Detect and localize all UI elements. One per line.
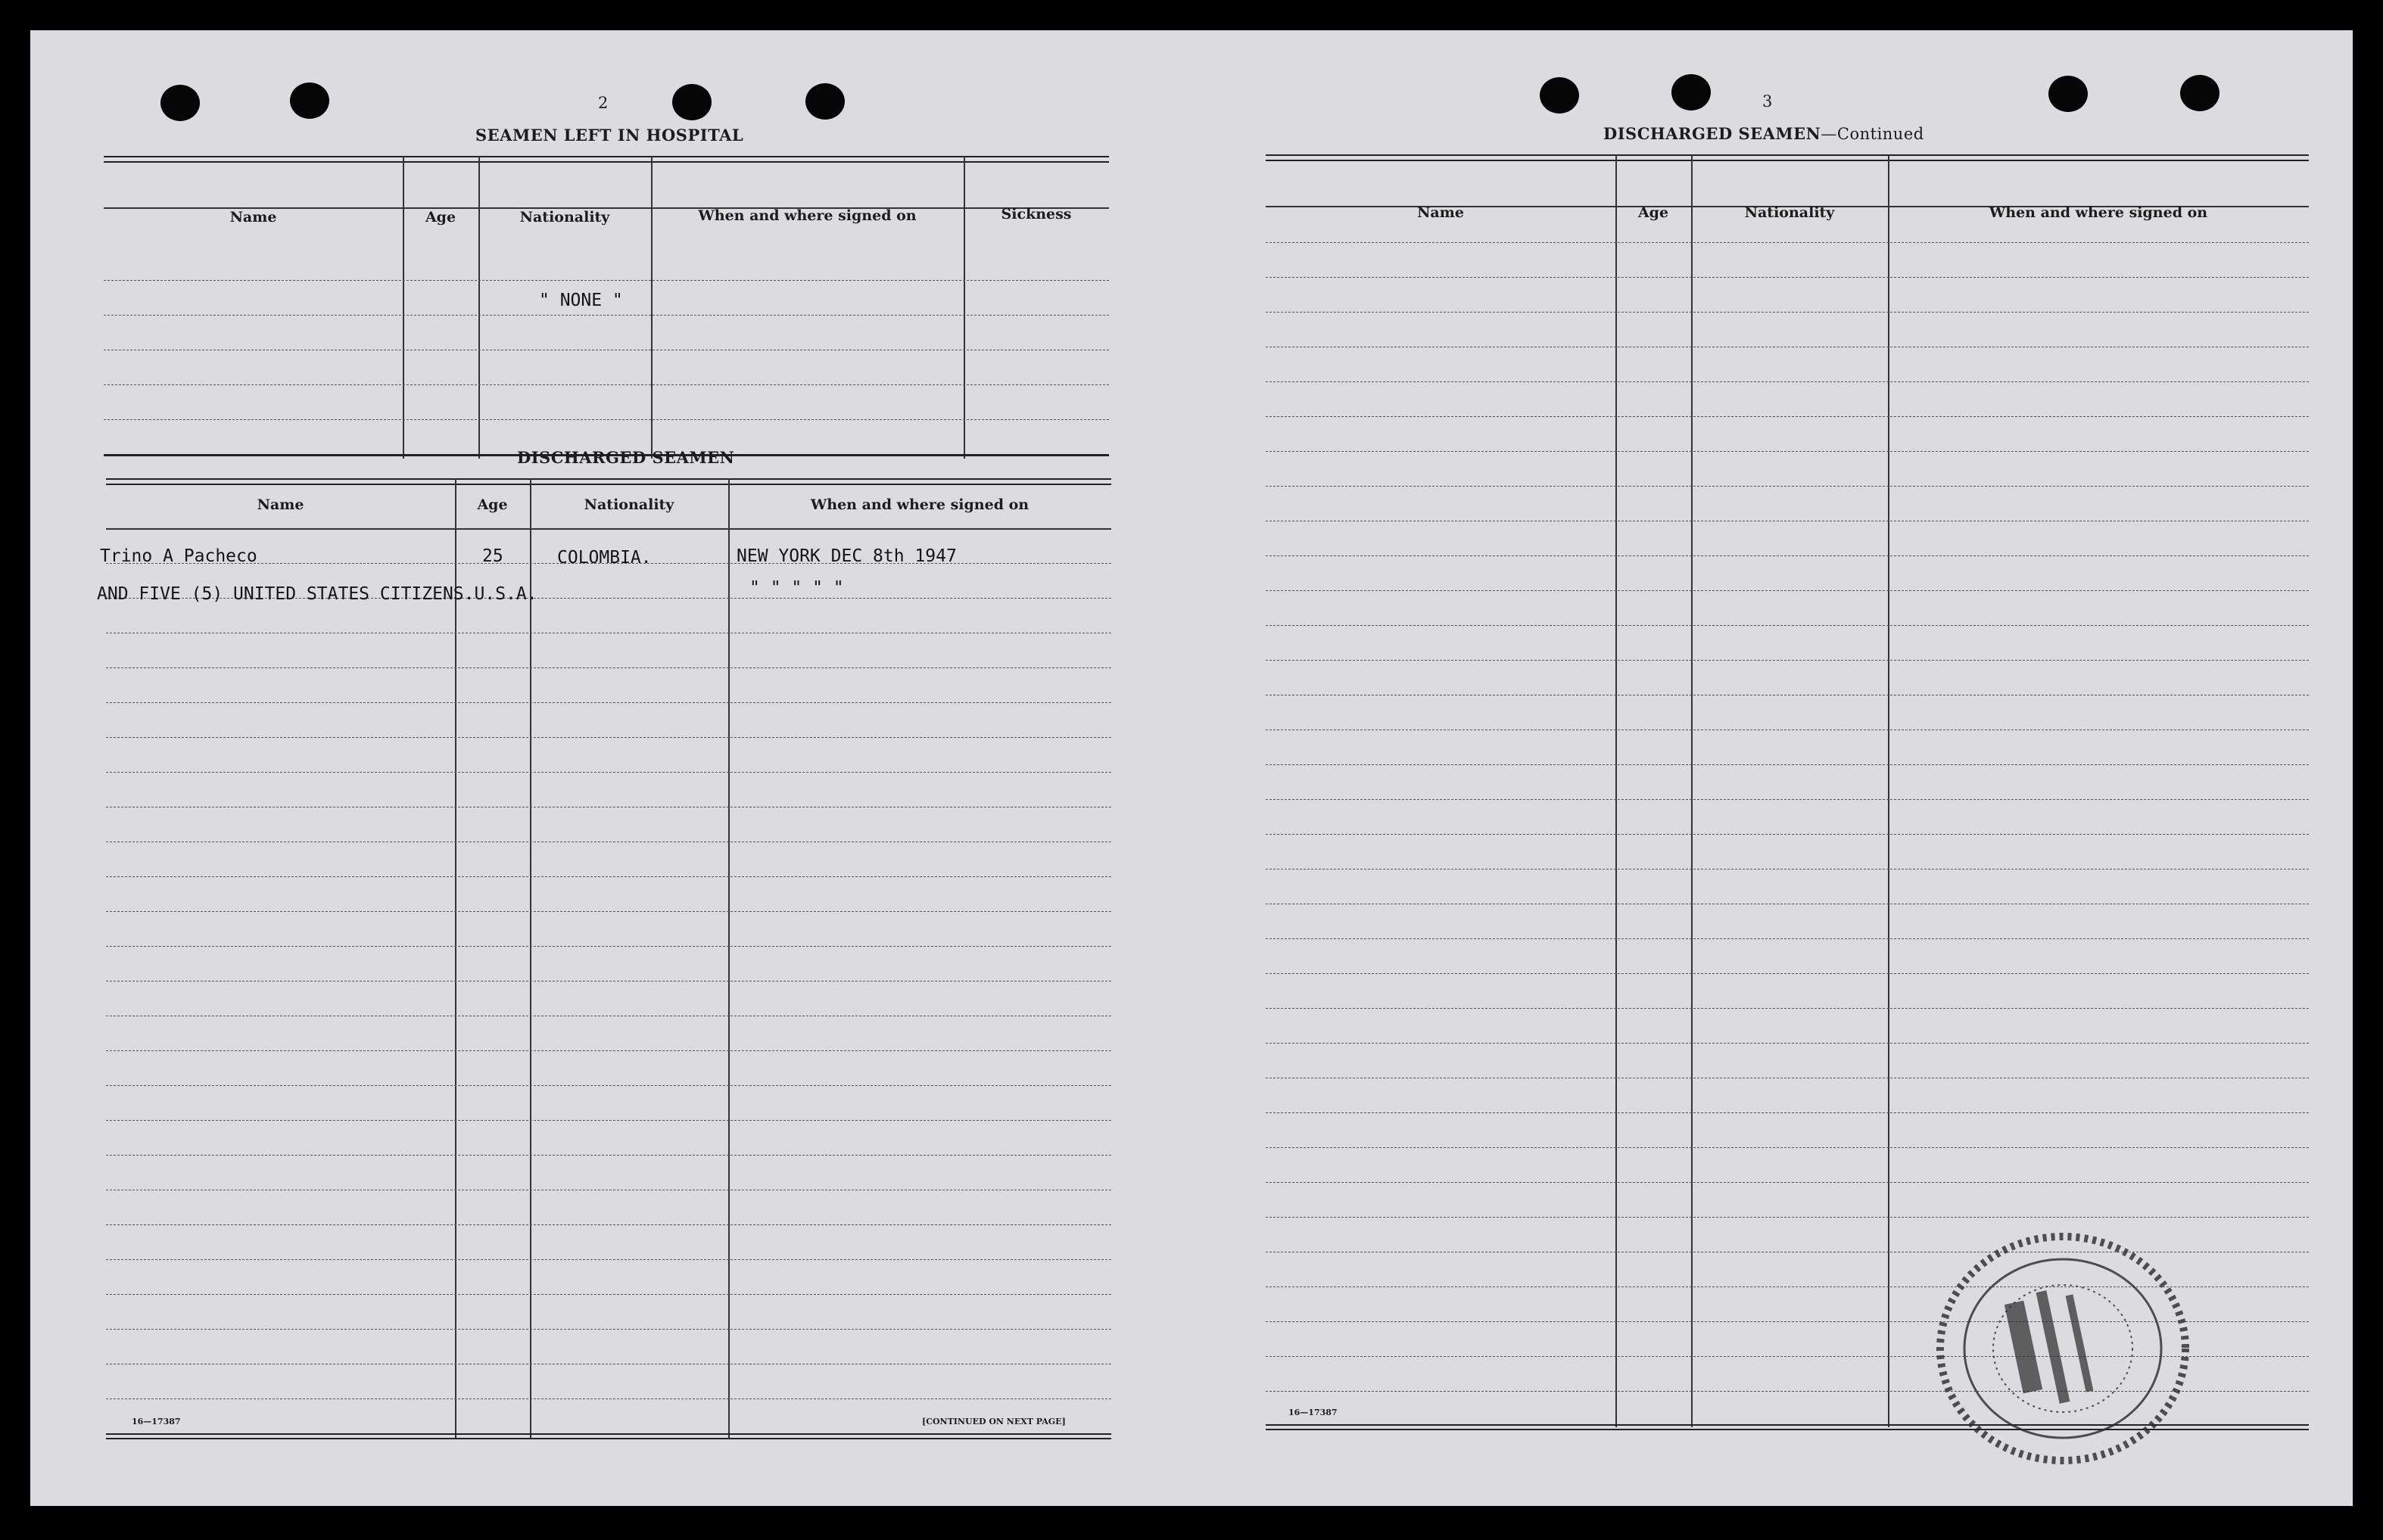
discharged-right-col-signed-on: When and where signed on (1989, 204, 2208, 221)
discharged-left-col-name: Name (257, 496, 304, 513)
ledger-row-line (1266, 938, 2309, 939)
continued-note: [CONTINUED ON NEXT PAGE] (922, 1417, 1066, 1426)
ledger-row-line (106, 1120, 1111, 1121)
ledger-row-line (1266, 381, 2309, 382)
discharged-right-col-name: Name (1417, 204, 1464, 221)
punch-hole-icon (290, 82, 329, 119)
ledger-row-line (1266, 1008, 2309, 1009)
hospital-col-signed-on: When and where signed on (698, 207, 917, 224)
ledger-row-line (1266, 869, 2309, 870)
ledger-row-line (106, 1224, 1111, 1225)
punch-hole-icon (160, 85, 200, 121)
ledger-row-line (106, 1050, 1111, 1051)
punch-hole-icon (2048, 76, 2088, 112)
seaman-name: Trino A Pacheco (100, 546, 257, 566)
hospital-col-name: Name (229, 209, 277, 226)
seaman-signed-on: NEW YORK DEC 8th 1947 (737, 546, 957, 566)
hospital-table (104, 156, 1109, 460)
ledger-row-line (1266, 834, 2309, 835)
ledger-row-line (106, 1398, 1111, 1399)
punch-hole-icon (2180, 75, 2219, 111)
form-number-left: 16—17387 (132, 1417, 181, 1426)
hospital-section-title: SEAMEN LEFT IN HOSPITAL (475, 126, 744, 145)
hospital-none-entry: " NONE " (539, 291, 623, 310)
ledger-row-line (106, 1259, 1111, 1260)
ledger-row-line (1266, 590, 2309, 591)
ledger-row-line (1266, 451, 2309, 452)
ledger-row-line (1266, 242, 2309, 243)
hospital-col-age: Age (425, 209, 456, 226)
continued-suffix: —Continued (1821, 125, 1924, 143)
ledger-row-line (106, 667, 1111, 668)
ledger-row-line (106, 1085, 1111, 1086)
ledger-row-line (106, 1155, 1111, 1156)
ledger-row-line (1266, 1147, 2309, 1148)
form-number-right: 16—17387 (1288, 1408, 1338, 1417)
ledger-row-line (106, 911, 1111, 912)
ledger-row-line (1266, 416, 2309, 417)
ledger-row-line (106, 946, 1111, 947)
document-sheet (30, 30, 2353, 1506)
ledger-row-line (106, 1294, 1111, 1295)
seaman-nationality: COLOMBIA. (557, 548, 652, 568)
discharged-left-col-nationality: Nationality (584, 496, 674, 513)
ledger-row-line (106, 1329, 1111, 1330)
ledger-row-line (1266, 799, 2309, 800)
ledger-row-line (1266, 312, 2309, 313)
discharged-table-left (106, 478, 1111, 1439)
discharged-right-col-age: Age (1637, 204, 1669, 221)
ledger-row-line (106, 702, 1111, 703)
ledger-row-line (106, 876, 1111, 877)
hospital-col-sickness: Sickness (1001, 206, 1072, 222)
punch-hole-icon (1671, 74, 1711, 110)
punch-hole-icon (672, 84, 712, 120)
seaman-name: AND FIVE (5) UNITED STATES CITIZENS.U.S.A. (97, 584, 537, 604)
discharged-left-col-age: Age (477, 496, 508, 513)
ledger-row-line (106, 737, 1111, 738)
ledger-row-line (106, 981, 1111, 982)
punch-hole-icon (1540, 77, 1579, 114)
discharged-section-title-left: DISCHARGED SEAMEN (517, 448, 735, 467)
ledger-row-line (1266, 555, 2309, 556)
ledger-row-line (1266, 973, 2309, 974)
ledger-row-line (1266, 277, 2309, 278)
hospital-col-nationality: Nationality (519, 209, 610, 226)
ledger-row-line (1266, 1182, 2309, 1183)
ledger-row-line (1266, 1043, 2309, 1044)
ledger-row-line (1266, 1112, 2309, 1113)
ledger-row-line (1266, 625, 2309, 626)
ledger-row-line (1266, 764, 2309, 765)
ledger-row-line (1266, 1217, 2309, 1218)
page-number-right: 3 (1762, 92, 1773, 110)
discharged-section-title-right (1603, 124, 1924, 143)
discharged-left-col-signed-on: When and where signed on (810, 496, 1030, 513)
discharged-title-text: DISCHARGED SEAMEN (1603, 124, 1821, 143)
ledger-row-line (1266, 486, 2309, 487)
seaman-age: 25 (482, 546, 503, 566)
punch-hole-icon (805, 83, 845, 120)
ledger-row-line (1266, 660, 2309, 661)
page-number-left: 2 (598, 94, 609, 112)
ledger-row-line (106, 772, 1111, 773)
discharged-right-col-nationality: Nationality (1744, 204, 1835, 221)
seaman-signed-on-ditto: " " " " " (749, 578, 844, 598)
circular-immigration-stamp-icon (1900, 1218, 2203, 1476)
